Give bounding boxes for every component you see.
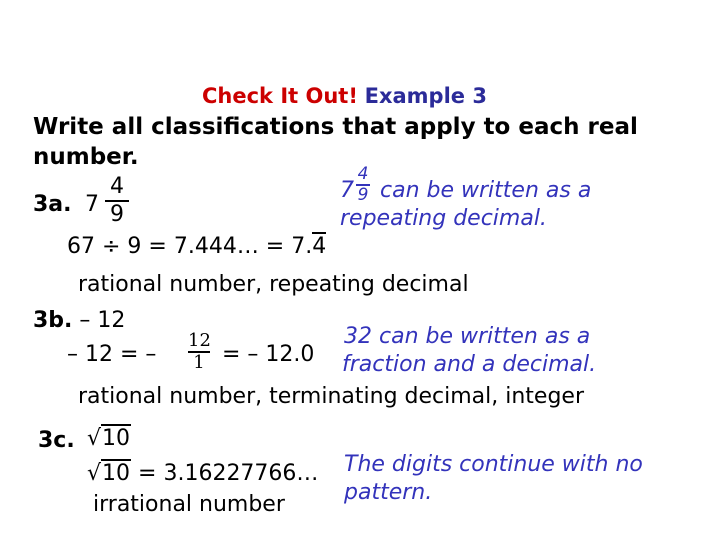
part-c-note-line-2: pattern. <box>344 480 433 505</box>
part-b-note-line-2: fraction and a decimal. <box>342 352 597 377</box>
part-b-value: – 12 <box>79 308 126 333</box>
part-c-radicand: 10 <box>102 426 131 451</box>
part-a-calculation <box>67 234 326 259</box>
part-b-eq-right: = – 12.0 <box>222 342 315 367</box>
part-c-radical <box>87 426 131 451</box>
part-a-calc-prefix: 67 ÷ 9 = 7.444… = 7. <box>67 234 313 259</box>
part-c-calc-rest: = 3.16227766… <box>138 461 319 486</box>
part-a-label: 3a. <box>33 192 72 217</box>
part-c-calculation <box>87 461 318 486</box>
part-a-note-fraction <box>356 166 370 204</box>
part-b-label: 3b. <box>33 308 73 333</box>
part-b-numerator: 12 <box>188 330 211 351</box>
part-a-note-line-2: repeating decimal. <box>340 206 547 231</box>
part-b-note-line-1: 32 can be written as a <box>344 324 591 349</box>
part-a-result: rational number, repeating decimal <box>78 272 469 297</box>
part-a-numerator: 4 <box>110 174 124 199</box>
part-c-label: 3c. <box>38 428 75 453</box>
part-c-result: irrational number <box>93 492 285 517</box>
square-root-icon: √ <box>87 461 102 486</box>
instruction-line-2: number. <box>33 144 139 170</box>
check-it-out-label: Check It Out! <box>202 84 358 108</box>
part-c-note-line-1: The digits continue with no <box>344 452 643 477</box>
part-b-denominator: 1 <box>193 352 205 373</box>
part-b-result: rational number, terminating decimal, integer <box>78 384 585 409</box>
square-root-icon: √ <box>87 426 102 451</box>
part-a-note-denominator: 9 <box>357 185 369 205</box>
part-a-whole: 7 <box>85 192 99 217</box>
part-c-calc-radicand: 10 <box>102 461 131 486</box>
part-a-denominator: 9 <box>110 202 124 227</box>
example-heading <box>202 84 487 108</box>
part-a-fraction <box>105 176 129 226</box>
example-label: Example 3 <box>364 84 487 108</box>
instruction-line-1: Write all classifications that apply to each real <box>33 114 638 140</box>
part-a-note-whole: 7 <box>340 178 354 203</box>
part-b-fraction <box>188 332 210 372</box>
part-a-note-numerator: 4 <box>357 164 369 184</box>
part-b-heading <box>33 308 125 333</box>
part-a-repeating-digit: 4 <box>312 234 327 259</box>
part-b-eq-left: – 12 = – <box>67 342 157 367</box>
part-a-note-line-1: can be written as a <box>380 178 592 203</box>
